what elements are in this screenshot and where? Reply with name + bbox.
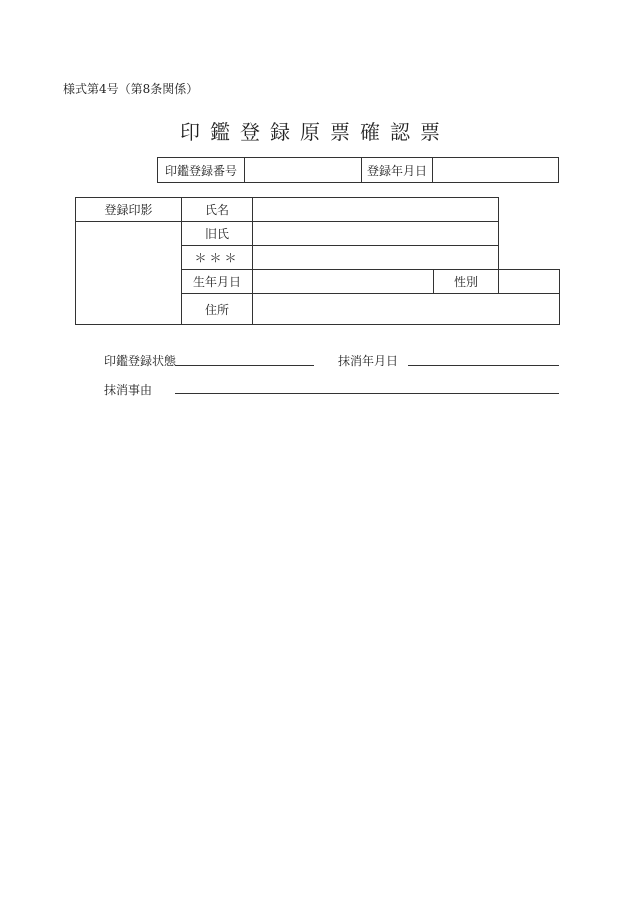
sex-field[interactable] (499, 270, 560, 294)
address-field[interactable] (253, 294, 560, 325)
deletion-reason-line[interactable] (175, 393, 559, 394)
birthdate-field[interactable] (253, 270, 434, 294)
seal-impression-label: 登録印影 (76, 198, 182, 222)
registration-status-line[interactable] (175, 365, 314, 366)
registration-number-label: 印鑑登録番号 (158, 158, 245, 183)
masked-label: ＊＊＊ (182, 246, 253, 270)
registration-number-field[interactable] (245, 158, 362, 183)
person-table (75, 197, 560, 325)
birthdate-label: 生年月日 (182, 270, 253, 294)
deletion-reason-label: 抹消事由 (104, 383, 153, 397)
former-name-field[interactable] (253, 222, 499, 246)
registration-date-field[interactable] (433, 158, 559, 183)
registration-date-label: 登録年月日 (362, 158, 433, 183)
masked-field[interactable] (253, 246, 499, 270)
address-label: 住所 (182, 294, 253, 325)
former-name-label: 旧氏 (182, 222, 253, 246)
registration-table (157, 157, 559, 183)
sex-label: 性別 (434, 270, 499, 294)
seal-impression-area (76, 222, 182, 325)
deletion-date-label: 抹消年月日 (338, 354, 399, 368)
deletion-date-line[interactable] (408, 365, 559, 366)
registration-status-label: 印鑑登録状態 (104, 354, 177, 368)
page-title: 印鑑登録原票確認票 (180, 120, 450, 144)
name-label: 氏名 (182, 198, 253, 222)
form-number: 様式第4号（第8条関係） (63, 82, 199, 96)
name-field[interactable] (253, 198, 499, 222)
